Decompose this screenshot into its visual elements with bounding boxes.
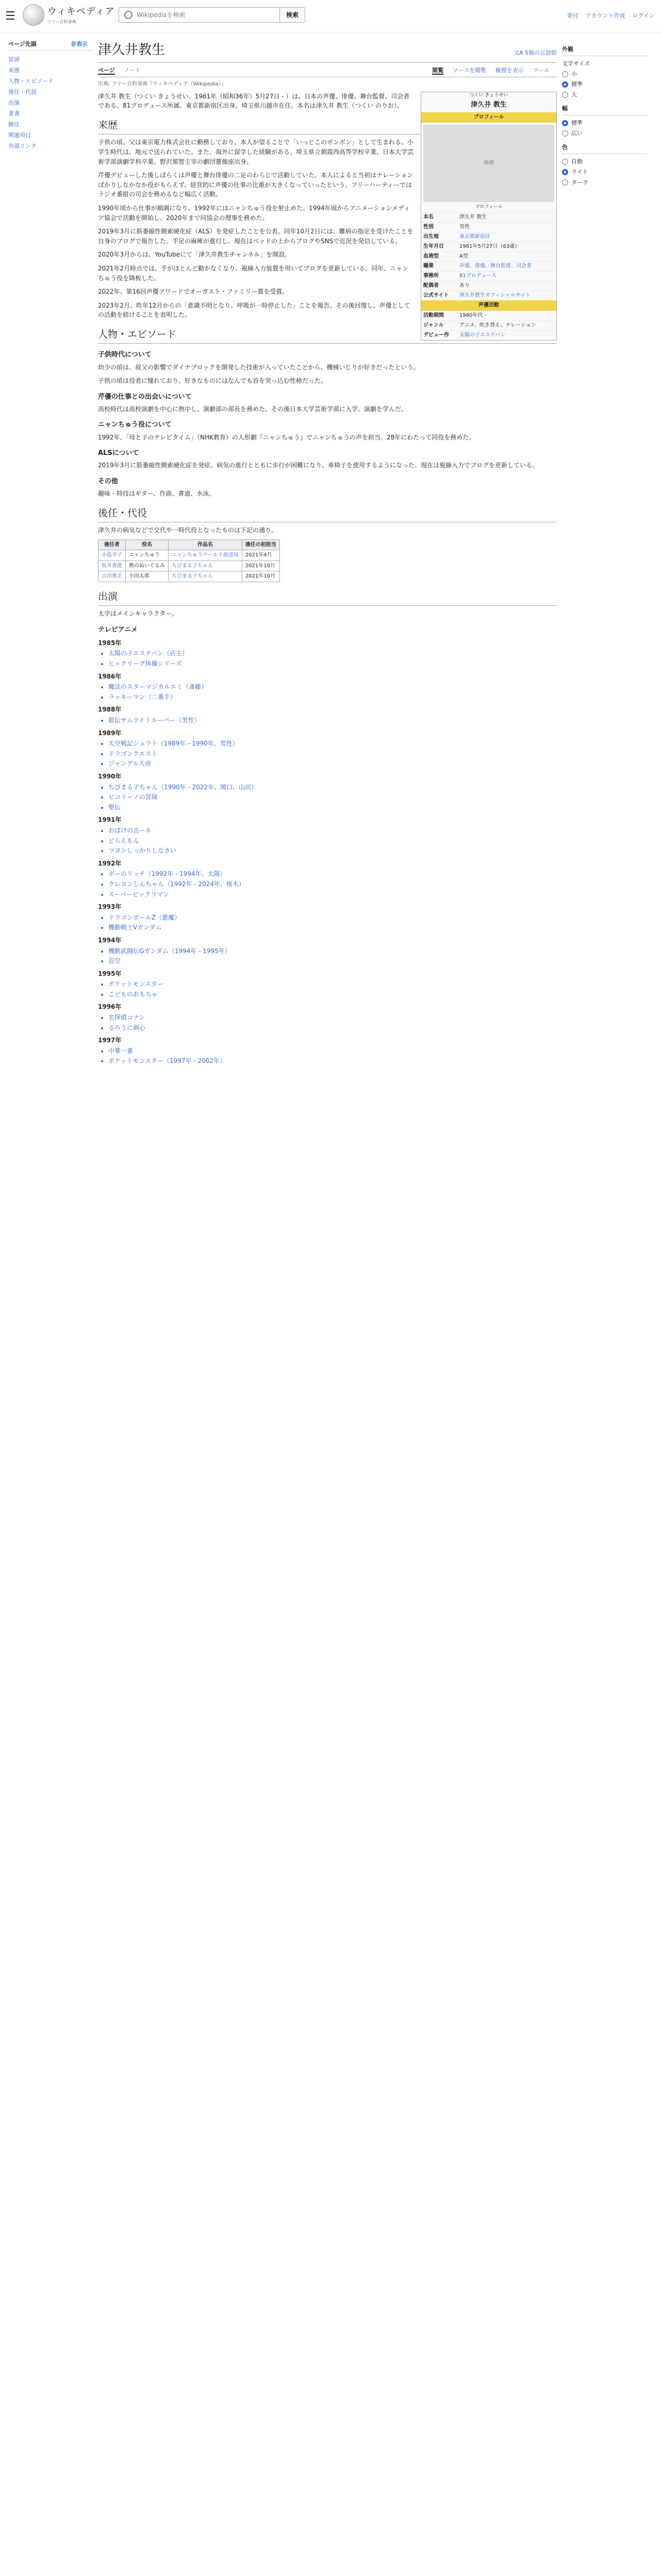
year-heading: 1991年 bbox=[98, 816, 122, 824]
toc-item-external[interactable]: 外部リンク bbox=[8, 143, 37, 150]
appearance-item[interactable]: • ツヨシしっかりしなさい bbox=[108, 846, 557, 856]
ib-val: A型 bbox=[459, 253, 468, 260]
donate-link[interactable]: 寄付 bbox=[567, 12, 578, 19]
article bbox=[93, 32, 557, 1068]
appearance-list bbox=[98, 638, 557, 1066]
tab-view-source[interactable]: ソースを閲覧 bbox=[452, 67, 487, 74]
radio-selected-icon bbox=[562, 81, 568, 88]
appearance-item[interactable]: • ピコリーノの冒険 bbox=[108, 792, 557, 802]
appearance-item[interactable]: • 忍空 bbox=[108, 956, 557, 966]
ib-val[interactable]: 81プロデュース bbox=[459, 273, 496, 279]
text-size-option[interactable] bbox=[562, 70, 648, 78]
appearance-item[interactable]: • ちびまる子ちゃん（1990年 - 2022年、関口、山田） bbox=[108, 783, 557, 792]
table-header: 後任者 bbox=[98, 539, 126, 550]
paragraph: 子供の頃は役者に憧れており、好きなものにはなんでも首を突っ込む性格だった。 bbox=[98, 377, 327, 385]
table-cell: 2021年4月 bbox=[242, 550, 279, 561]
paragraph: 2019年3月に筋萎縮性側索硬化症を発症。病気の進行とともに歩行が困難になり、車椅子を使用するようになった。現在は視線入力でブログを更新している。 bbox=[98, 462, 539, 469]
year-list bbox=[108, 1013, 557, 1032]
succession-table bbox=[98, 539, 280, 582]
ib-key: 生年月日 bbox=[423, 244, 444, 250]
infobox-caption: プロフィール bbox=[475, 204, 503, 210]
tab-tools[interactable]: ツール bbox=[533, 67, 550, 74]
option-label: 大 bbox=[571, 91, 577, 98]
appearance-item[interactable]: • ドラゴンボールZ（悪魔） bbox=[108, 913, 557, 923]
section-heading: 人物・エピソード bbox=[98, 327, 557, 344]
year-heading: 1997年 bbox=[98, 1037, 122, 1044]
tab-talk[interactable]: ノート bbox=[124, 67, 141, 74]
paragraph: 2022年、第16回声優アワードでオーガスト・ファミリー賞を受賞。 bbox=[98, 288, 289, 296]
ib-key: 出生地 bbox=[423, 234, 439, 240]
site-tagline: フリー百科事典 bbox=[47, 19, 76, 24]
table-row bbox=[98, 561, 280, 571]
year-heading: 1985年 bbox=[98, 639, 122, 647]
ib-val: あり bbox=[459, 283, 470, 289]
table-row bbox=[98, 571, 280, 582]
infobox-photo bbox=[423, 125, 554, 202]
table-cell[interactable]: 小島幸子 bbox=[98, 550, 126, 561]
ib-key: 活動期間 bbox=[423, 313, 444, 319]
option-label: ダーク bbox=[571, 179, 588, 186]
appearance-item[interactable]: • 機動戦士Vガンダム bbox=[108, 923, 557, 933]
table-cell[interactable]: 吉田典正 bbox=[98, 571, 126, 582]
option-label: 広い bbox=[571, 130, 583, 137]
year-list bbox=[108, 1046, 557, 1066]
main-menu-icon[interactable] bbox=[6, 11, 14, 20]
color-option[interactable] bbox=[562, 157, 648, 166]
language-button[interactable]: 文A 5個の言語版 bbox=[513, 49, 557, 57]
appearance-item[interactable]: • ヒックリーグ体操シリーズ bbox=[108, 659, 557, 669]
appearance-item[interactable]: • 中華一番 bbox=[108, 1046, 557, 1056]
page-title: 津久井教生 bbox=[98, 42, 166, 58]
appearance-item[interactable]: • 機動武闘伝Gガンダム（1994年 - 1995年） bbox=[108, 946, 557, 956]
infobox-band-profile: プロフィール bbox=[421, 112, 556, 123]
color-label: 色 bbox=[562, 143, 648, 154]
search-icon bbox=[124, 11, 133, 19]
color-option[interactable] bbox=[562, 178, 648, 187]
year-heading: 1986年 bbox=[98, 672, 122, 680]
appearance-item[interactable]: • ラッキーマン（二番手） bbox=[108, 692, 557, 702]
appearance-item[interactable]: • どらえもん bbox=[108, 836, 557, 846]
appearance-panel bbox=[557, 32, 655, 1068]
subsection-heading: 芹優の仕事との出会いについて bbox=[98, 393, 192, 401]
radio-icon bbox=[562, 92, 568, 98]
paragraph: 趣味・特技はギター、作曲、書道、水泳。 bbox=[98, 490, 216, 498]
subsection-heading: ALSについて bbox=[98, 449, 139, 457]
paragraph: 2021年2月時点では、手がほとんど動かなくなり、視線入力装置を用いてブログを更新している。同年、ニャンちゅう役を降板した。 bbox=[98, 265, 409, 282]
ib-val[interactable]: 声優、俳優、舞台監督、司会者 bbox=[459, 263, 532, 269]
option-label: 標準 bbox=[571, 120, 583, 127]
appearance-item[interactable]: • スーパービックリマン bbox=[108, 890, 557, 900]
paragraph: 1990年頃から仕事が順調になり、1992年にはニャンちゅう役を射止めた。1994年頃からアニメーションメディア協会で活動を開始し、2020年まで同協会の理事を務めた。 bbox=[98, 205, 410, 222]
paragraph: 子供の頃、父は東京電力株式会社に勤務しており、本人が望ることで「いっとこのボンボン」として生まれる。小学生時代は、地元で送られていた。また、海外に留学した経験がある。埼玉県立朝霞西高等学校卒業。日本大学芸術学部演劇学科卒業。野沢那智主宰の劇団薔薇座出身。 bbox=[98, 139, 414, 165]
toc-hide-button[interactable]: 非表示 bbox=[71, 41, 88, 47]
table-header: 役名 bbox=[126, 539, 169, 550]
table-cell: 2021年10月 bbox=[242, 561, 279, 571]
search-box[interactable] bbox=[119, 7, 305, 23]
table-header: 作品名 bbox=[169, 539, 242, 550]
ib-key: デビュー作 bbox=[423, 332, 449, 338]
radio-selected-icon bbox=[562, 120, 568, 126]
tab-read[interactable]: 閲覧 bbox=[432, 67, 444, 74]
toc-item-person[interactable]: 人物・エピソード bbox=[8, 78, 54, 85]
ib-key: 職業 bbox=[423, 263, 434, 269]
subsection-heading: その他 bbox=[98, 477, 119, 485]
appearance-item[interactable]: • おばけの古ーネ bbox=[108, 826, 557, 836]
ib-key: 性別 bbox=[423, 224, 434, 230]
subsection-heading: ニャンちゅう役について bbox=[98, 421, 172, 429]
year-list bbox=[108, 826, 557, 856]
ib-val[interactable]: 太陽の子エステバン bbox=[459, 332, 506, 338]
ib-key: ジャンル bbox=[423, 323, 444, 329]
ib-val: 1980年代 - bbox=[459, 313, 487, 319]
ib-val[interactable]: 津久井教生オフィシャルサイト bbox=[459, 293, 531, 299]
ib-val[interactable]: 東京都新宿区 bbox=[459, 234, 490, 240]
section-heading: 来歴 bbox=[98, 118, 557, 134]
section-heading: 後任・代役 bbox=[98, 506, 557, 522]
article-source-note: 出典: フリー百科事典『ウィキペディア（Wikipedia）』 bbox=[98, 81, 226, 88]
radio-icon bbox=[562, 71, 568, 77]
ib-val: アニメ、吹き替え、ナレーション bbox=[459, 323, 536, 329]
year-heading: 1994年 bbox=[98, 936, 122, 944]
appearance-item[interactable]: • 鎧伝サムライトルーパー（男性） bbox=[108, 716, 557, 725]
appearance-item[interactable]: • ボーのリッチ（1992年 - 1994年、太陽） bbox=[108, 869, 557, 879]
year-heading: 1992年 bbox=[98, 859, 122, 867]
paragraph: 芹優デビューした後しばらくは声優と舞台俳優の二足のわらじで活動していた。本人によると当初はナレーションばかりしなかなか役がもらえず、経営的に声優の仕事の比重が大きくなっていったという。フリーハーティーではラジオ番組の司会を務めるなど幅広く活動。 bbox=[98, 172, 413, 198]
appearance-item[interactable]: • ドラゴンクエスト bbox=[108, 749, 557, 759]
color-option[interactable] bbox=[562, 167, 648, 176]
appearance-item[interactable]: • こどものおもちゃ bbox=[108, 990, 557, 999]
text-size-option[interactable] bbox=[562, 90, 648, 99]
option-label: ライト bbox=[571, 168, 588, 176]
paragraph: 高校時代は高校演劇を中心に熱中し、演劇部の部長を務めた。その後日本大学芸術学部に入学、演劇を学んだ。 bbox=[98, 405, 408, 413]
search-input[interactable]: Wikipediaを検索 bbox=[137, 11, 186, 19]
lead-paragraph: 津久井 教生（つくい きょうせい、1961年（昭和36年）5月27日 - ）は、日本の声優、俳優、舞台監督、司会者である。81プロデュース所属。東京都新宿区出身。埼玉県川越市在住。本名は津久井 教生（つくい のりお）。 bbox=[98, 92, 410, 110]
year-heading: 1995年 bbox=[98, 970, 122, 977]
ib-key: 事務所 bbox=[423, 273, 439, 279]
paragraph: 1992年、「母と子のテレビタイム」（NHK教育）の人形劇『ニャンちゅう』でニャンちゅうの声を担当。28年にわたって同役を務めた。 bbox=[98, 433, 475, 441]
year-heading: 1996年 bbox=[98, 1003, 122, 1011]
table-cell: 小田太郎 bbox=[126, 571, 169, 582]
site-wordmark: ウィキペディア bbox=[47, 6, 115, 17]
subsection-heading: 子供時代について bbox=[98, 351, 152, 359]
site-header bbox=[0, 0, 662, 32]
infobox bbox=[421, 92, 557, 341]
table-row bbox=[98, 550, 280, 561]
table-cell: 2021年10月 bbox=[242, 571, 279, 582]
ib-key: 本名 bbox=[423, 214, 434, 221]
radio-selected-icon bbox=[562, 169, 568, 175]
table-cell: ニャンちゅう bbox=[126, 550, 169, 561]
year-list bbox=[108, 869, 557, 899]
paragraph: 2020年3月からは、YouTubeにて「津久井教生チャンネル」を開設。 bbox=[98, 251, 291, 259]
year-list bbox=[108, 649, 557, 668]
table-cell[interactable]: ちびまる子ちゃん bbox=[169, 571, 242, 582]
option-label: 自動 bbox=[571, 158, 583, 165]
tab-page[interactable]: ページ bbox=[98, 67, 115, 74]
toc-item-top[interactable]: 冒頭 bbox=[8, 56, 20, 63]
appearance-item[interactable]: • ポケットモンスター bbox=[108, 979, 557, 989]
ib-key: 公式サイト bbox=[423, 293, 449, 299]
toc-item-history[interactable]: 来歴 bbox=[8, 67, 20, 74]
wikipedia-globe-icon bbox=[23, 4, 44, 26]
year-list bbox=[108, 739, 557, 769]
appearance-item[interactable]: • ジャングル大帝 bbox=[108, 759, 557, 769]
paragraph: 津久井の病気などで交代や一時代役となったものは下記の通り。 bbox=[98, 527, 278, 534]
infobox-kana: つくい きょうせい bbox=[469, 92, 508, 98]
paragraph: 2019年3月に筋萎縮性側索硬化症（ALS）を発症したことを公表。同年10月2日には、難病の指定を受けたことを自身のブログで報告した。手足の麻痺が進行し、現在はベッドの上からブログやSNSで近況を発信している。 bbox=[98, 228, 413, 245]
year-heading: 1988年 bbox=[98, 706, 122, 714]
appearance-item[interactable]: • 魔法のスターマジカルエミ（斎藤） bbox=[108, 682, 557, 692]
subsection-heading: テレビアニメ bbox=[98, 625, 138, 634]
ib-val: 津久井 教生 bbox=[459, 214, 487, 221]
appearance-item[interactable]: • 太陽の子エステバン（店主） bbox=[108, 649, 557, 658]
option-label: 標準 bbox=[571, 81, 583, 88]
table-cell[interactable]: ニャンちゅうワールド放送局 bbox=[169, 550, 242, 561]
infobox-band-voice: 声優活動 bbox=[421, 300, 556, 311]
toc-item-notes[interactable]: 脚注 bbox=[8, 121, 20, 128]
year-heading: 1990年 bbox=[98, 773, 122, 780]
year-list bbox=[108, 783, 557, 812]
toc-sidebar bbox=[0, 32, 93, 1068]
appearance-item[interactable]: • 聖伝 bbox=[108, 803, 557, 812]
appearance-item[interactable]: • るろうに剣心 bbox=[108, 1023, 557, 1033]
infobox-photo-label: 画像 bbox=[484, 160, 494, 166]
radio-icon bbox=[562, 130, 568, 137]
toc-item-related[interactable]: 関連項目 bbox=[8, 132, 31, 139]
table-header: 後任の初担当 bbox=[242, 539, 279, 550]
ib-key: 血液型 bbox=[423, 253, 439, 260]
ib-val: 男性 bbox=[459, 224, 470, 230]
table-cell: 熊のぬいぐるみ bbox=[126, 561, 169, 571]
width-label: 幅 bbox=[562, 104, 648, 115]
paragraph: 太字はメインキャラクター。 bbox=[98, 610, 178, 618]
radio-icon bbox=[562, 159, 568, 165]
text-size-label: 文字サイズ bbox=[562, 60, 590, 67]
appearance-title: 外観 bbox=[562, 45, 648, 56]
year-list bbox=[108, 913, 557, 933]
section-heading: 出演 bbox=[98, 589, 557, 606]
text-size-option[interactable] bbox=[562, 80, 648, 89]
paragraph: 幼少の頃は、叔父の影響でダイナブロックを開発した技術が入っていたことから、機械いじりが好きだったという。 bbox=[98, 363, 420, 371]
infobox-name: 津久井 教生 bbox=[471, 101, 507, 109]
toc-title: ページ先頭 bbox=[8, 41, 37, 47]
toc-item-succession[interactable]: 後任・代役 bbox=[8, 89, 37, 96]
width-option[interactable] bbox=[562, 129, 648, 138]
site-logo[interactable] bbox=[23, 4, 114, 26]
year-list bbox=[108, 682, 557, 702]
appearance-item[interactable]: • ポケットモンスター（1997年 - 2002年） bbox=[108, 1056, 557, 1066]
year-heading: 1993年 bbox=[98, 903, 122, 911]
table-cell[interactable]: 坂井香澄 bbox=[98, 561, 126, 571]
radio-icon bbox=[562, 179, 568, 185]
ib-key: 配偶者 bbox=[423, 283, 439, 289]
appearance-item[interactable]: • 名探偵コナン bbox=[108, 1013, 557, 1023]
create-account-link[interactable]: アカウント作成 bbox=[585, 12, 625, 19]
appearance-item[interactable]: • クレヨンしんちゃん（1992年 - 2024年、桜木） bbox=[108, 879, 557, 889]
login-link[interactable]: ログイン bbox=[632, 12, 655, 19]
year-list bbox=[108, 979, 557, 999]
toc-item-books[interactable]: 著書 bbox=[8, 110, 20, 117]
tab-history[interactable]: 履歴を表示 bbox=[495, 67, 524, 74]
ib-val: 1961年5月27日（63歳） bbox=[459, 244, 520, 250]
paragraph: 2023年2月、昨年12月からの「意識不明となり、呼吸が一時停止した」ことを報告。その後回復し、声優としての活動を続けることを表明した。 bbox=[98, 301, 410, 319]
table-cell[interactable]: ちびまる子ちゃん bbox=[169, 561, 242, 571]
width-option[interactable] bbox=[562, 118, 648, 127]
search-button[interactable]: 検索 bbox=[279, 8, 305, 22]
year-heading: 1989年 bbox=[98, 729, 122, 737]
option-label: 小 bbox=[571, 71, 577, 78]
year-list bbox=[108, 716, 557, 725]
appearance-item[interactable]: • 天空戦記シュラト（1989年 - 1990年、男性） bbox=[108, 739, 557, 749]
toc-item-appearances[interactable]: 出演 bbox=[8, 99, 20, 107]
year-list bbox=[108, 946, 557, 966]
